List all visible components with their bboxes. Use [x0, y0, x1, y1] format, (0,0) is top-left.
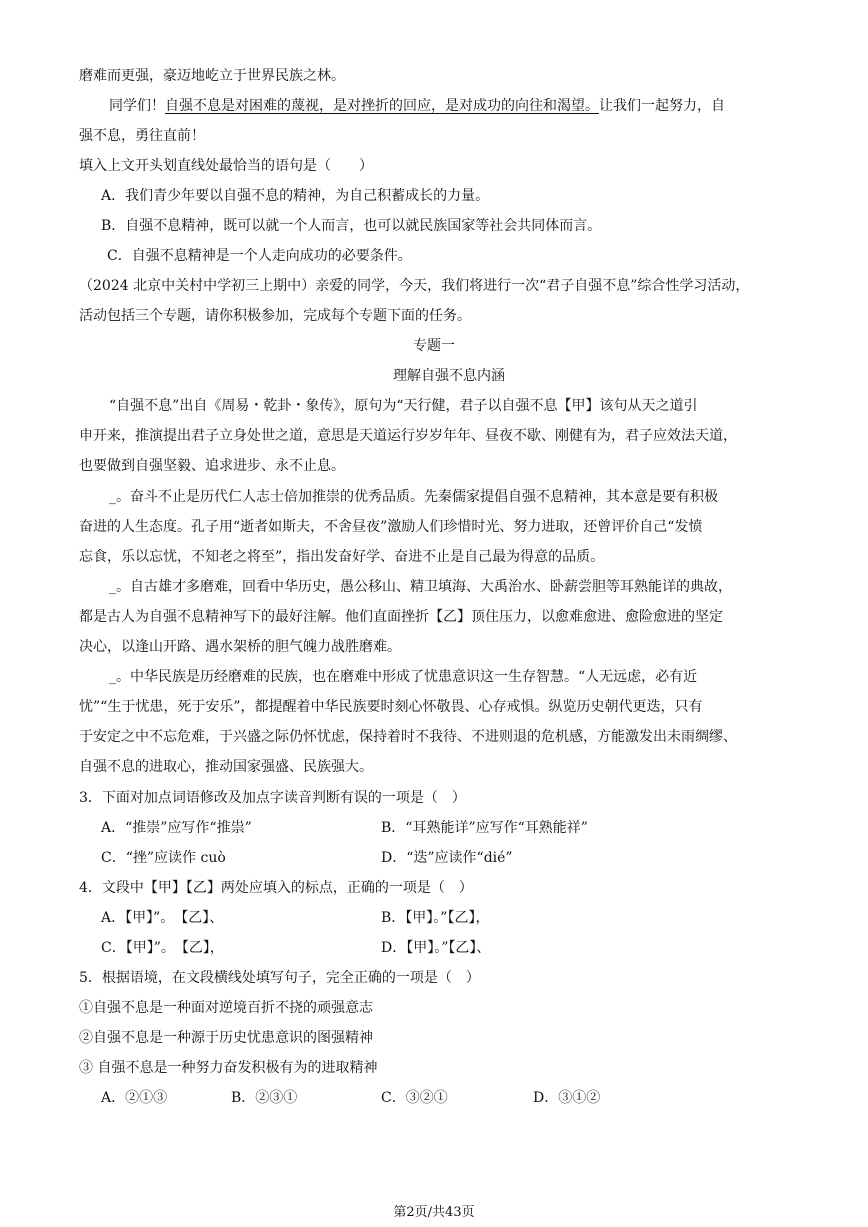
- option-a: A．②①③: [101, 1090, 168, 1106]
- statement-1: ①自强不息是一种面对逆境百折不挠的顽强意志: [79, 1000, 373, 1016]
- option-a: A．“推崇”应写作“推祟”: [101, 820, 252, 836]
- option-b: B．自强不息精神，既可以就一个人而言，也可以就民族国家等社会共同体而言。: [101, 218, 602, 234]
- article-line: “自强不息”出自《周易・乾卦・象传》，原句为“天行健，君子以自强不息【甲】该句从天之道引: [109, 398, 698, 414]
- article-line: 申开来，推演提出君子立身处世之道，意思是天道运行岁岁年年、昼夜不歇、刚健有为，君子应效法天道，: [79, 428, 737, 444]
- option-c: C．【甲】”。 【乙】，: [101, 940, 224, 956]
- article-line: 于安定之中不忘危难，于兴盛之际仍怀忧虑，保持着时不我待、不进则退的危机感，方能激发出未雨绸缪、: [79, 729, 737, 745]
- question-stem: 5．根据语境，在文段横线处填写句子，完全正确的一项是（ ）: [79, 970, 480, 986]
- option-c: C．“挫”应读作 cuò: [101, 850, 226, 866]
- article-line: 奋进的人生态度。孔子用“逝者如斯夫，不舍昼夜”激励人们珍惜时光、努力进取，还曾评价自己“发愤: [79, 519, 703, 535]
- statement-3: ③ 自强不息是一种努力奋发积极有为的进取精神: [79, 1060, 378, 1076]
- intro-line: （2024 北京中关村中学初三上期中）亲爱的同学，今天，我们将进行一次“君子自强不息”综合性学习活动，: [79, 278, 750, 294]
- option-d: D．“迭”应读作“dié”: [381, 850, 513, 866]
- option-d: D．③①②: [533, 1090, 601, 1106]
- page-number: 第2页/共43页: [393, 1205, 475, 1220]
- article-line: 也要做到自强坚毅、追求进步、永不止息。: [79, 458, 345, 474]
- option-c: C．自强不息精神是一个人走向成功的必要条件。: [107, 248, 412, 264]
- passage-line: [109, 96, 725, 116]
- article-line: 自强不息的进取心，推动国家强盛、民族强大。: [79, 759, 373, 775]
- option-b: B．“耳熟能详”应写作“耳熟能祥”: [381, 820, 588, 836]
- topic-subtitle: 理解自强不息内涵: [393, 368, 505, 384]
- article-line: _。中华民族是历经磨难的民族，也在磨难中形成了忧患意识这一生存智慧。“人无远虑，必有近: [109, 669, 698, 685]
- passage-text: 让我们一起努力，自: [599, 98, 725, 114]
- article-line: 都是古人为自强不息精神写下的最好注解。他们直面挫折【乙】顶住压力，以愈难愈进、愈险愈进的坚定: [79, 609, 723, 625]
- passage-text: 同学们！: [109, 98, 165, 114]
- statement-2: ②自强不息是一种源于历史忧患意识的图强精神: [79, 1030, 373, 1046]
- option-b: B．②③①: [231, 1090, 298, 1106]
- passage-line: 强不息，勇往直前！: [79, 128, 205, 144]
- passage-line: 磨难而更强，豪迈地屹立于世界民族之林。: [79, 68, 345, 84]
- question-stem: 4．文段中【甲】【乙】两处应填入的标点，正确的一项是（ ）: [79, 880, 473, 896]
- question-stem: 3．下面对加点词语修改及加点字读音判断有误的一项是（ ）: [79, 790, 466, 806]
- article-line: _。自古雄才多磨难，回看中华历史，愚公移山、精卫填海、大禹治水、卧薪尝胆等耳熟能详的典故，: [109, 579, 732, 595]
- option-a: A．我们青少年要以自强不息的精神，为自己积蓄成长的力量。: [101, 188, 490, 204]
- option-c: C．③②①: [381, 1090, 448, 1106]
- option-b: B．【甲】。”【乙】，: [381, 910, 490, 926]
- article-line: 忧”“生于忧患，死于安乐”，都提醒着中华民族要时刻心怀敬畏、心存戒惧。纵览历史朝代更迭，只有: [79, 699, 703, 715]
- intro-line: 活动包括三个专题，请你积极参加，完成每个专题下面的任务。: [79, 308, 471, 324]
- article-line: 忘食，乐以忘忧，不知老之将至”，指出发奋好学、奋进不止是自己最为得意的品质。: [79, 549, 605, 565]
- article-line: _。奋斗不止是历代仁人志士倍加推崇的优秀品质。先秦儒家提倡自强不息精神，其本意是要有积极: [109, 489, 718, 505]
- option-d: D．【甲】。”【乙】、: [381, 940, 491, 956]
- article-line: 决心，以逢山开路、遇水架桥的胆气魄力战胜磨难。: [79, 639, 401, 655]
- underlined-sentence: 自强不息是对困难的蔑视，是对挫折的回应，是对成功的向往和渴望。: [165, 98, 599, 114]
- question-stem: 填入上文开头划直线处最恰当的语句是（ ）: [79, 158, 373, 174]
- option-a: A．【甲】”。 【乙】、: [101, 910, 224, 926]
- topic-title: 专题一: [413, 338, 455, 354]
